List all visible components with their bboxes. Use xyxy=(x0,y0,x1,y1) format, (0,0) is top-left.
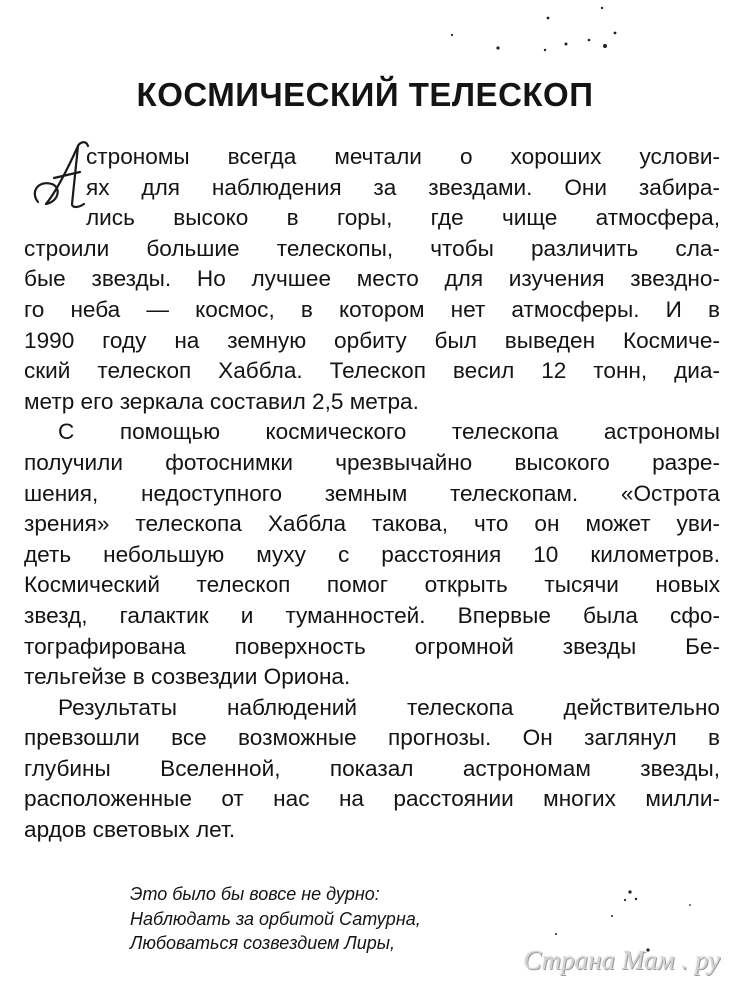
site-watermark: Страна Мам . ру xyxy=(523,945,720,975)
text-line: зрения» телескопа Хаббла такова, что он может уви- xyxy=(24,511,720,537)
text-line: глубины Вселенной, показал астрономам звезды, xyxy=(24,755,720,781)
dropcap-letter: А xyxy=(28,132,29,133)
article-title: КОСМИЧЕСКИЙ ТЕЛЕСКОП xyxy=(136,76,594,113)
poem-line: Наблюдать за орбитой Сатурна, xyxy=(130,908,421,929)
text-line: ях для наблюдения за звездами. Они забира- xyxy=(86,174,720,200)
dropcap-letter-icon xyxy=(28,132,98,222)
text-line: тельгейзе в созвездии Ориона. xyxy=(24,664,351,690)
text-line: ский телескоп Хаббла. Телескоп весил 12 тонн, диа- xyxy=(24,358,720,384)
text-line: Космический телескоп помог открыть тысячи новых xyxy=(24,572,720,598)
text-line: шения, недоступного земным телескопам. «Острота xyxy=(24,480,720,506)
text-line: получили фотоснимки чрезвычайно высокого разре- xyxy=(24,449,720,475)
poem-line: Это было бы вовсе не дурно: xyxy=(130,884,380,904)
text-line: бые звезды. Но лучшее место для изучения звездно- xyxy=(24,266,720,292)
text-line: превзошли все возможные прогнозы. Он заглянул в xyxy=(24,725,720,751)
text-line: Результаты наблюдений телескопа действительно xyxy=(58,694,720,720)
text-line: тографирована поверхность огромной звезды Бе- xyxy=(24,633,720,659)
text-line: деть небольшую муху с расстояния 10 километров. xyxy=(24,541,720,567)
article-body xyxy=(24,132,720,846)
text-line: го неба — космос, в котором нет атмосферы. И в xyxy=(24,296,720,322)
text-line: С помощью космического телескопа астрономы xyxy=(58,419,720,445)
poem-line: Любоваться созвездием Лиры, xyxy=(130,933,395,953)
text-line: ардов световых лет. xyxy=(24,817,236,843)
text-line: лись высоко в горы, где чище атмосфера, xyxy=(86,205,720,231)
paragraph-1 xyxy=(24,142,720,234)
poem-quote xyxy=(130,882,421,956)
text-line: звезд, галактик и туманностей. Впервые была сфо- xyxy=(24,602,720,628)
paragraph-1-continued xyxy=(24,234,720,418)
text-line: строномы всегда мечтали о хороших услови- xyxy=(86,144,720,169)
text-line: 1990 году на земную орбиту был выведен Космиче- xyxy=(24,327,720,353)
paragraph-2 xyxy=(24,417,720,692)
text-line: строили большие телескопы, чтобы различить сла- xyxy=(24,235,720,261)
text-line: метр его зеркала составил 2,5 метра. xyxy=(24,388,419,414)
paragraph-3 xyxy=(24,693,720,846)
text-line: расположенные от нас на расстоянии многих милли- xyxy=(24,786,720,812)
